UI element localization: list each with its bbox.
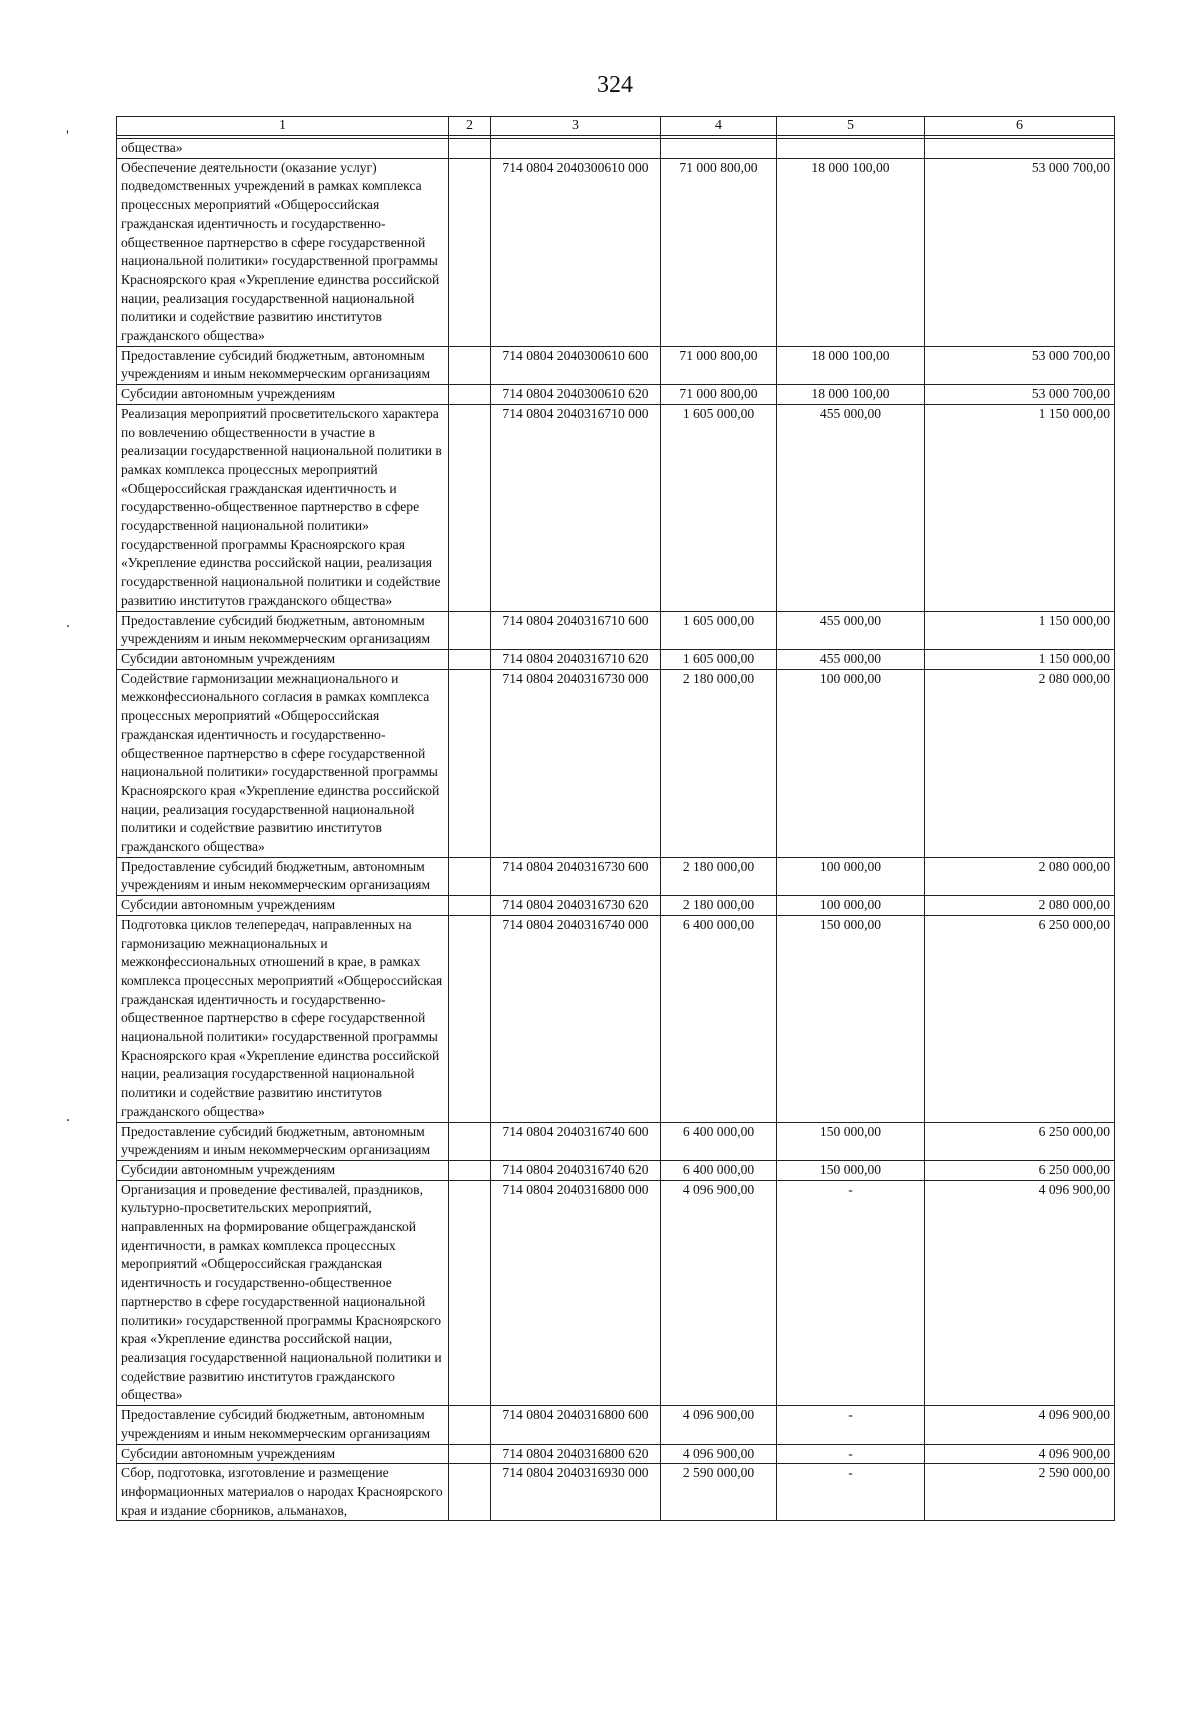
row-name-cell: Предоставление субсидий бюджетным, автономным учреждениям и иным некоммерческим организациям bbox=[117, 1122, 449, 1160]
table-row bbox=[117, 346, 1115, 384]
row-value6-cell: 53 000 700,00 bbox=[925, 158, 1115, 346]
row-code-cell: 714 0804 2040300610 620 bbox=[491, 385, 661, 405]
row-code-cell: 714 0804 2040316710 600 bbox=[491, 611, 661, 649]
row-value6-cell: 53 000 700,00 bbox=[925, 346, 1115, 384]
row-value4-cell: 6 400 000,00 bbox=[661, 1160, 777, 1180]
row-value5-cell: - bbox=[777, 1406, 925, 1444]
row-value6-cell bbox=[925, 139, 1115, 159]
row-name-cell: общества» bbox=[117, 139, 449, 159]
row-code-cell bbox=[491, 139, 661, 159]
row-name-cell: Содействие гармонизации межнационального и межконфессионального согласия в рамках комплекса процессных мероприятий «Общероссийская гражданская идентичность и государственно-общественное партнерство в сфере государственной национальной политики» государственной программы Красноярского края «Укрепление единства российской нации, реализация государственной национальной политики и содействие развитию институтов гражданского общества» bbox=[117, 669, 449, 857]
row-name-cell: Реализация мероприятий просветительского характера по вовлечению общественности в участие в реализации государственной национальной политики в рамках комплекса процессных мероприятий «Общероссийская гражданская идентичность и государственно-общественное партнерство в сфере государственной национальной политики» государственной программы Красноярского края «Укрепление единства российской нации, реализация государственной национальной политики и содействие развитию институтов гражданского общества» bbox=[117, 404, 449, 611]
row-col2-cell bbox=[449, 649, 491, 669]
table-row bbox=[117, 611, 1115, 649]
row-col2-cell bbox=[449, 346, 491, 384]
row-name-cell: Предоставление субсидий бюджетным, автономным учреждениям и иным некоммерческим организациям bbox=[117, 1406, 449, 1444]
margin-mark: . bbox=[66, 1108, 70, 1125]
table-row bbox=[117, 915, 1115, 1122]
budget-table bbox=[116, 116, 1115, 1521]
row-code-cell: 714 0804 2040316730 620 bbox=[491, 896, 661, 916]
row-code-cell: 714 0804 2040316710 620 bbox=[491, 649, 661, 669]
row-value5-cell: 100 000,00 bbox=[777, 896, 925, 916]
column-header: 6 bbox=[925, 117, 1115, 136]
table-row bbox=[117, 1180, 1115, 1405]
row-name-cell: Организация и проведение фестивалей, праздников, культурно-просветительских мероприятий, направленных на формирование общегражданской идентичности, в рамках комплекса процессных мероприятий «Общероссийская гражданская идентичность и государственно-общественное партнерство в сфере государственной национальной политики» государственной программы Красноярского края «Укрепление единства российской нации, реализация государственной национальной политики и содействие развитию институтов гражданского общества» bbox=[117, 1180, 449, 1405]
row-value6-cell: 4 096 900,00 bbox=[925, 1406, 1115, 1444]
row-value5-cell: 455 000,00 bbox=[777, 404, 925, 611]
row-value4-cell: 6 400 000,00 bbox=[661, 915, 777, 1122]
row-value5-cell: 100 000,00 bbox=[777, 857, 925, 895]
table-row bbox=[117, 896, 1115, 916]
row-value6-cell: 2 080 000,00 bbox=[925, 857, 1115, 895]
row-value5-cell: 150 000,00 bbox=[777, 915, 925, 1122]
row-value5-cell: 455 000,00 bbox=[777, 649, 925, 669]
table-row bbox=[117, 669, 1115, 857]
row-name-cell: Субсидии автономным учреждениям bbox=[117, 1444, 449, 1464]
row-value6-cell: 2 080 000,00 bbox=[925, 669, 1115, 857]
margin-mark: ' bbox=[66, 128, 69, 145]
row-code-cell: 714 0804 2040316930 000 bbox=[491, 1464, 661, 1521]
row-name-cell: Субсидии автономным учреждениям bbox=[117, 896, 449, 916]
row-code-cell: 714 0804 2040316710 000 bbox=[491, 404, 661, 611]
row-code-cell: 714 0804 2040316800 620 bbox=[491, 1444, 661, 1464]
row-col2-cell bbox=[449, 1406, 491, 1444]
row-col2-cell bbox=[449, 1444, 491, 1464]
row-value4-cell: 4 096 900,00 bbox=[661, 1406, 777, 1444]
row-code-cell: 714 0804 2040316740 600 bbox=[491, 1122, 661, 1160]
row-value6-cell: 6 250 000,00 bbox=[925, 915, 1115, 1122]
row-value4-cell: 71 000 800,00 bbox=[661, 158, 777, 346]
row-value6-cell: 1 150 000,00 bbox=[925, 404, 1115, 611]
row-value5-cell: 18 000 100,00 bbox=[777, 158, 925, 346]
row-value5-cell: - bbox=[777, 1464, 925, 1521]
column-header: 2 bbox=[449, 117, 491, 136]
row-value6-cell: 2 080 000,00 bbox=[925, 896, 1115, 916]
row-value4-cell: 2 180 000,00 bbox=[661, 896, 777, 916]
row-value4-cell: 71 000 800,00 bbox=[661, 385, 777, 405]
row-name-cell: Субсидии автономным учреждениям bbox=[117, 649, 449, 669]
row-value5-cell: 150 000,00 bbox=[777, 1160, 925, 1180]
row-value4-cell bbox=[661, 139, 777, 159]
row-value6-cell: 6 250 000,00 bbox=[925, 1160, 1115, 1180]
page-number: 324 bbox=[597, 72, 633, 98]
row-name-cell: Субсидии автономным учреждениям bbox=[117, 1160, 449, 1180]
row-name-cell: Субсидии автономным учреждениям bbox=[117, 385, 449, 405]
row-value4-cell: 1 605 000,00 bbox=[661, 404, 777, 611]
row-name-cell: Предоставление субсидий бюджетным, автономным учреждениям и иным некоммерческим организациям bbox=[117, 346, 449, 384]
row-col2-cell bbox=[449, 1160, 491, 1180]
row-name-cell: Предоставление субсидий бюджетным, автономным учреждениям и иным некоммерческим организациям bbox=[117, 611, 449, 649]
row-value5-cell: 455 000,00 bbox=[777, 611, 925, 649]
row-value6-cell: 2 590 000,00 bbox=[925, 1464, 1115, 1521]
row-value5-cell: 100 000,00 bbox=[777, 669, 925, 857]
row-code-cell: 714 0804 2040316730 000 bbox=[491, 669, 661, 857]
row-value6-cell: 1 150 000,00 bbox=[925, 649, 1115, 669]
row-code-cell: 714 0804 2040300610 600 bbox=[491, 346, 661, 384]
row-code-cell: 714 0804 2040316800 000 bbox=[491, 1180, 661, 1405]
row-value5-cell: 18 000 100,00 bbox=[777, 346, 925, 384]
margin-mark: . bbox=[66, 614, 70, 631]
row-col2-cell bbox=[449, 385, 491, 405]
row-col2-cell bbox=[449, 915, 491, 1122]
table-row bbox=[117, 158, 1115, 346]
row-value6-cell: 4 096 900,00 bbox=[925, 1444, 1115, 1464]
row-col2-cell bbox=[449, 896, 491, 916]
row-name-cell: Подготовка циклов телепередач, направленных на гармонизацию межнациональных и межконфессиональных отношений в крае, в рамках комплекса процессных мероприятий «Общероссийская гражданская идентичность и государственно-общественное партнерство в сфере государственной национальной политики» государственной программы Красноярского края «Укрепление единства российской нации, реализация государственной национальной политики и содействие развитию институтов гражданского общества» bbox=[117, 915, 449, 1122]
row-col2-cell bbox=[449, 158, 491, 346]
row-value6-cell: 6 250 000,00 bbox=[925, 1122, 1115, 1160]
row-value6-cell: 4 096 900,00 bbox=[925, 1180, 1115, 1405]
row-value5-cell: - bbox=[777, 1180, 925, 1405]
row-value4-cell: 2 590 000,00 bbox=[661, 1464, 777, 1521]
table-row bbox=[117, 385, 1115, 405]
table-row bbox=[117, 1464, 1115, 1521]
row-col2-cell bbox=[449, 1180, 491, 1405]
row-value5-cell bbox=[777, 139, 925, 159]
row-value4-cell: 4 096 900,00 bbox=[661, 1444, 777, 1464]
table-row bbox=[117, 649, 1115, 669]
row-code-cell: 714 0804 2040300610 000 bbox=[491, 158, 661, 346]
row-value4-cell: 1 605 000,00 bbox=[661, 649, 777, 669]
table-row bbox=[117, 139, 1115, 159]
row-value4-cell: 1 605 000,00 bbox=[661, 611, 777, 649]
row-value6-cell: 1 150 000,00 bbox=[925, 611, 1115, 649]
row-col2-cell bbox=[449, 404, 491, 611]
row-name-cell: Предоставление субсидий бюджетным, автономным учреждениям и иным некоммерческим организациям bbox=[117, 857, 449, 895]
row-col2-cell bbox=[449, 857, 491, 895]
row-col2-cell bbox=[449, 669, 491, 857]
row-code-cell: 714 0804 2040316740 000 bbox=[491, 915, 661, 1122]
column-header: 1 bbox=[117, 117, 449, 136]
table-row bbox=[117, 1406, 1115, 1444]
row-value4-cell: 6 400 000,00 bbox=[661, 1122, 777, 1160]
row-value6-cell: 53 000 700,00 bbox=[925, 385, 1115, 405]
row-col2-cell bbox=[449, 1464, 491, 1521]
row-name-cell: Обеспечение деятельности (оказание услуг) подведомственных учреждений в рамках комплекса процессных мероприятий «Общероссийская гражданская идентичность и государственно-общественное партнерство в сфере государственной национальной политики» государственной программы Красноярского края «Укрепление единства российской нации, реализация государственной национальной политики и содействие развитию институтов гражданского общества» bbox=[117, 158, 449, 346]
table-row bbox=[117, 404, 1115, 611]
row-col2-cell bbox=[449, 611, 491, 649]
table-row bbox=[117, 1160, 1115, 1180]
table-row bbox=[117, 857, 1115, 895]
column-header: 3 bbox=[491, 117, 661, 136]
row-value4-cell: 4 096 900,00 bbox=[661, 1180, 777, 1405]
row-value4-cell: 2 180 000,00 bbox=[661, 669, 777, 857]
table-row bbox=[117, 1122, 1115, 1160]
row-code-cell: 714 0804 2040316730 600 bbox=[491, 857, 661, 895]
row-code-cell: 714 0804 2040316800 600 bbox=[491, 1406, 661, 1444]
row-value4-cell: 71 000 800,00 bbox=[661, 346, 777, 384]
table-header-row bbox=[117, 117, 1115, 136]
row-value4-cell: 2 180 000,00 bbox=[661, 857, 777, 895]
row-col2-cell bbox=[449, 139, 491, 159]
row-col2-cell bbox=[449, 1122, 491, 1160]
row-name-cell: Сбор, подготовка, изготовление и размещение информационных материалов о народах Красноярского края и издание сборников, альманахов, bbox=[117, 1464, 449, 1521]
row-value5-cell: 18 000 100,00 bbox=[777, 385, 925, 405]
column-header: 4 bbox=[661, 117, 777, 136]
table-row bbox=[117, 1444, 1115, 1464]
column-header: 5 bbox=[777, 117, 925, 136]
row-value5-cell: - bbox=[777, 1444, 925, 1464]
row-value5-cell: 150 000,00 bbox=[777, 1122, 925, 1160]
row-code-cell: 714 0804 2040316740 620 bbox=[491, 1160, 661, 1180]
